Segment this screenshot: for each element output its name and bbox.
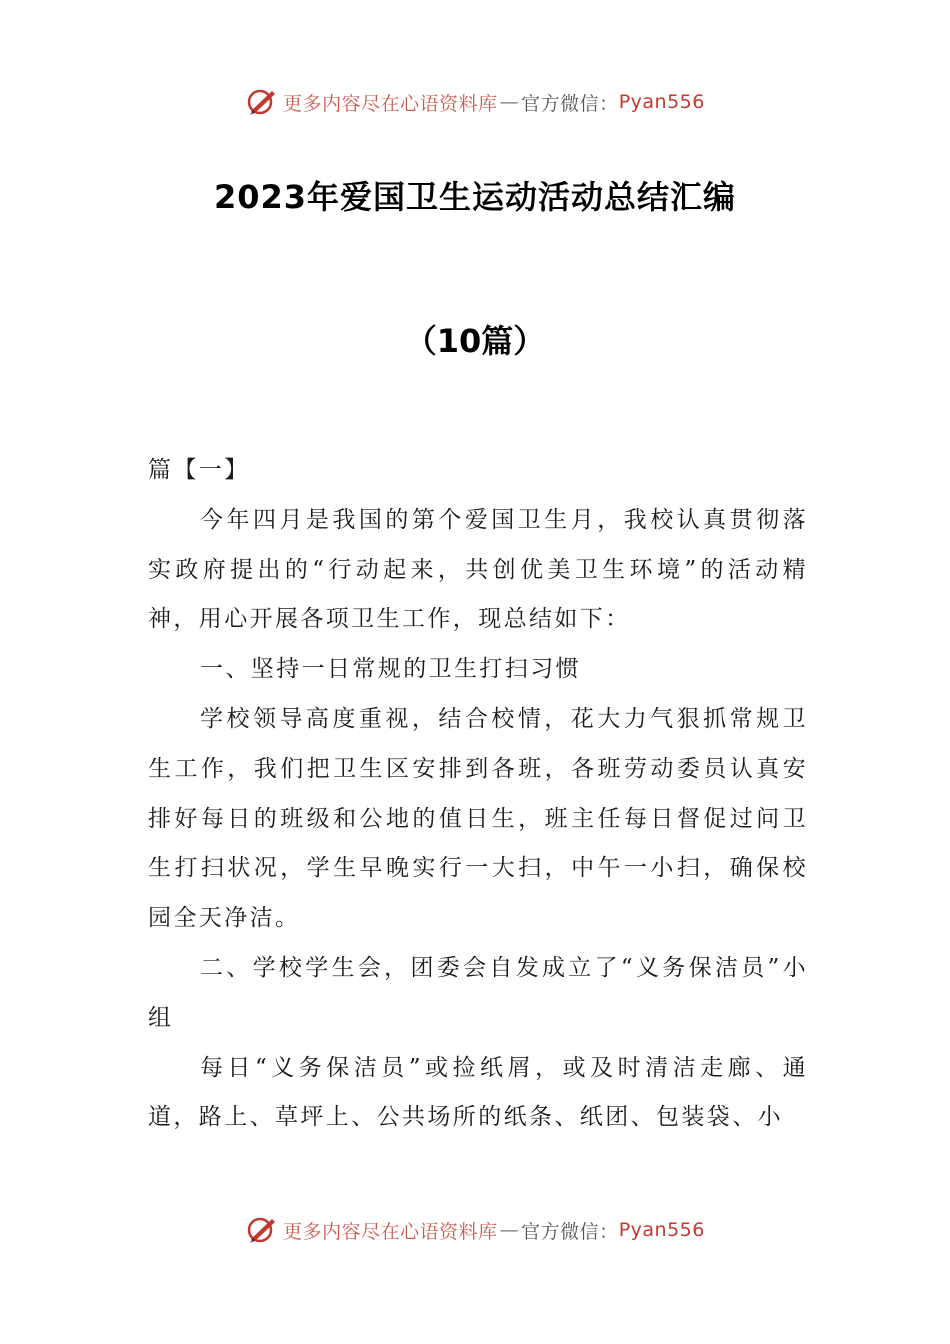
watermark-id: Pyan556 xyxy=(618,91,705,113)
document-subtitle: （10篇） xyxy=(404,322,546,360)
document-title: 2023年爱国卫生运动活动总结汇编 xyxy=(213,178,737,216)
watermark-text: 更多内容尽在心语资料库 xyxy=(283,92,498,115)
watermark-label: 官方微信： xyxy=(521,92,619,115)
pen-logo-icon xyxy=(245,1213,279,1247)
paragraph-body-1: 学校领导高度重视，结合校情，花大力气狠抓常规卫生工作，我们把卫生区安排到各班，各班劳动委员认真安排好每日的班级和公地的值日生，班主任每日督促过问卫生打扫状况，学生早晚实行一大扫，中午一小扫，确保校园全天净洁。 xyxy=(148,705,808,932)
watermark-separator: — xyxy=(499,1219,520,1241)
watermark-footer xyxy=(0,1210,950,1250)
watermark-text: 更多内容尽在心语资料库 xyxy=(283,1220,498,1243)
document-body xyxy=(148,446,808,1143)
section-heading: 篇【一】 xyxy=(148,457,250,483)
pen-logo-icon xyxy=(245,85,279,119)
watermark-header xyxy=(0,82,950,122)
watermark-id: Pyan556 xyxy=(618,1219,705,1241)
paragraph-intro: 今年四月是我国的第个爱国卫生月，我校认真贯彻落实政府提出的“行动起来，共创优美卫生环境”的活动精神，用心开展各项卫生工作，现总结如下： xyxy=(148,506,808,633)
paragraph-body-2: 每日“义务保洁员”或捡纸屑，或及时清洁走廊、通道，路上、草坪上、公共场所的纸条、纸团、包装袋、小 xyxy=(148,1054,808,1131)
paragraph-heading-2: 二、学校学生会，团委会自发成立了“义务保洁员”小组 xyxy=(148,954,808,1031)
watermark-separator: — xyxy=(499,91,520,113)
watermark-label: 官方微信： xyxy=(521,1220,619,1243)
paragraph-heading-1: 一、坚持一日常规的卫生打扫习惯 xyxy=(200,656,581,683)
